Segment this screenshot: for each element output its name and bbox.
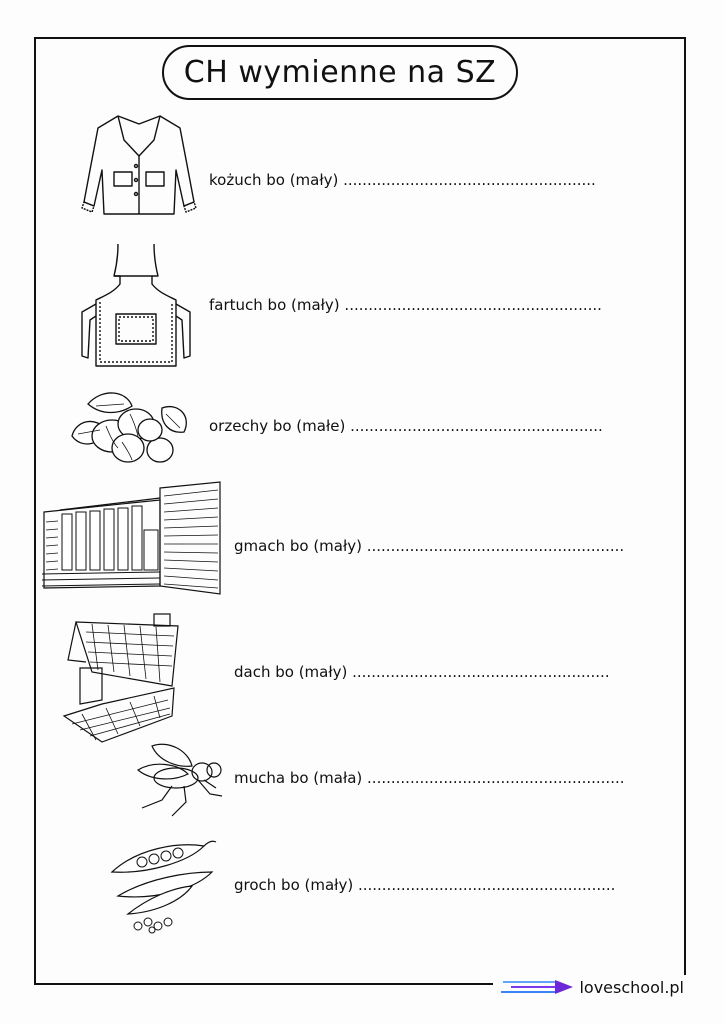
hazelnuts-illustration — [66, 384, 196, 468]
page-title: CH wymienne na SZ — [183, 55, 497, 90]
footer-brand-text[interactable]: loveschool.pl — [579, 977, 684, 997]
item-text-kozuch: kożuch bo (mały) ..................................................... — [209, 171, 596, 189]
item-text-fartuch: fartuch bo (mały) ...................................................... — [209, 296, 602, 314]
building-illustration — [40, 476, 226, 602]
item-text-groch: groch bo (mały) ...................................................... — [234, 876, 616, 894]
item-text-dach: dach bo (mały) ...................................................... — [234, 663, 610, 681]
item-text-orzechy: orzechy bo (małe) ..................................................... — [209, 417, 603, 435]
item-text-gmach: gmach bo (mały) ...................................................... — [234, 537, 625, 555]
item-text-mucha: mucha bo (mała) ...................................................... — [234, 769, 625, 787]
title-banner — [162, 45, 518, 100]
footer-brand — [493, 975, 688, 999]
coat-illustration — [76, 110, 202, 220]
apron-illustration — [76, 240, 196, 370]
arrow-logo-icon — [501, 978, 575, 996]
peas-illustration — [108, 838, 220, 934]
roof-illustration — [62, 612, 184, 746]
fly-illustration — [132, 740, 228, 820]
